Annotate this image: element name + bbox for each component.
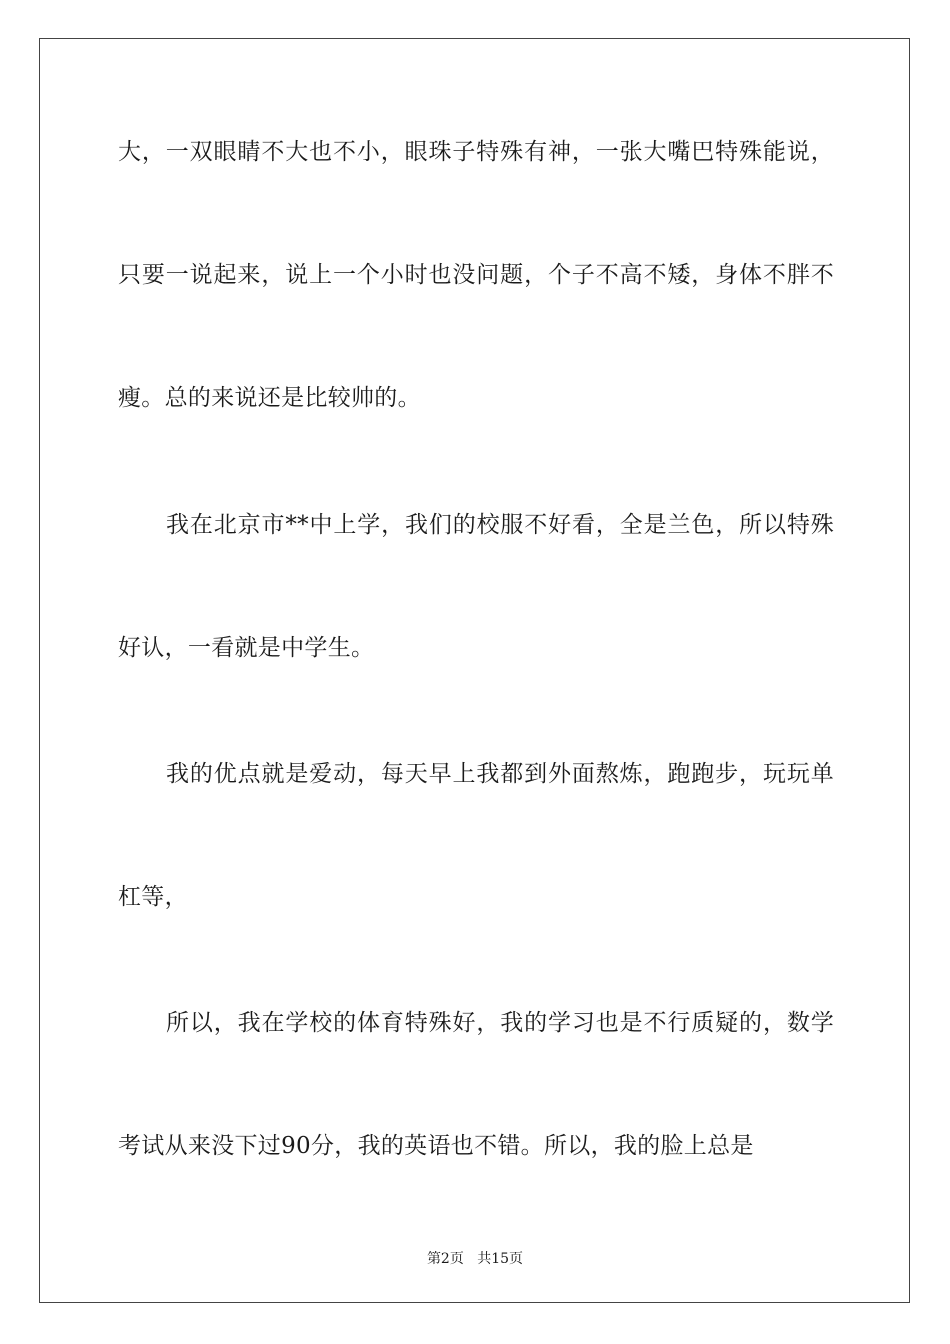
page-footer: [0, 1248, 950, 1268]
text-line-1: 大，一双眼睛不大也不小，眼珠子特殊有神，一张大嘴巴特殊能说，: [118, 139, 834, 165]
text-line-5: 好认，一看就是中学生。: [118, 635, 375, 661]
text-line-7: 杠等，: [118, 884, 188, 910]
text-line-4: 我在北京市**中上学，我们的校服不好看，全是兰色，所以特殊: [166, 512, 834, 538]
page-border: [39, 38, 910, 1303]
text-line-9: 考试从来没下过90分，我的英语也不错。所以，我的脸上总是: [118, 1133, 754, 1159]
page-number: 第2页: [426, 1251, 464, 1267]
text-line-3: 瘦。总的来说还是比较帅的。: [118, 385, 421, 411]
text-line-6: 我的优点就是爱动，每天早上我都到外面熬炼，跑跑步，玩玩单: [166, 761, 834, 787]
total-pages: 共15页: [477, 1251, 524, 1267]
text-line-2: 只要一说起来，说上一个小时也没问题，个子不高不矮，身体不胖不: [118, 262, 834, 288]
text-line-8: 所以，我在学校的体育特殊好，我的学习也是不行质疑的，数学: [166, 1010, 834, 1036]
